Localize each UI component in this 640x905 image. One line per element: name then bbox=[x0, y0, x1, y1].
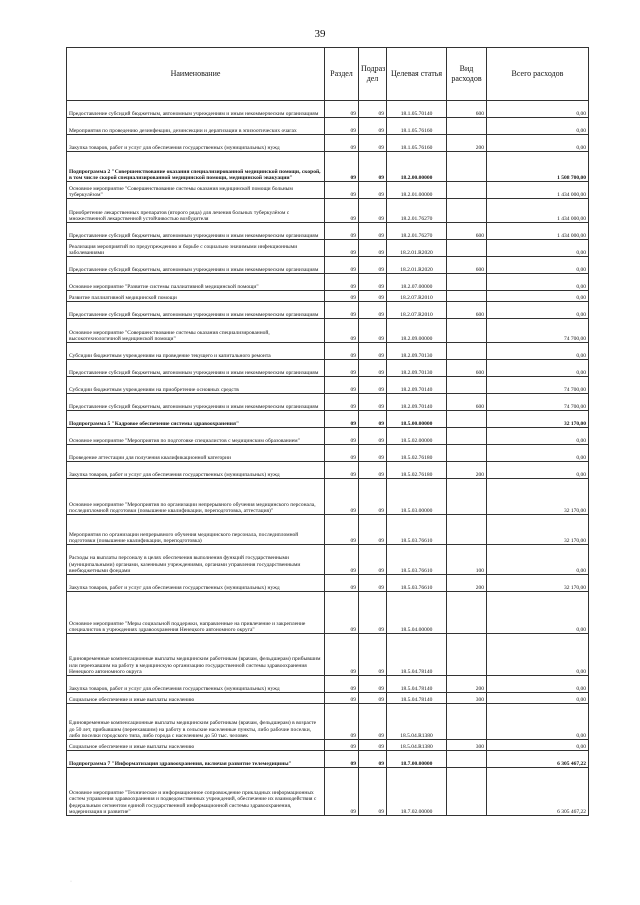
row-name: Подпрограмма 7 "Информатизация здравоохранения, включая развитие телемедицины" bbox=[67, 751, 325, 768]
row-target-item: 18.5.02.76180 bbox=[387, 462, 447, 479]
row-target-item: 18.2.00.00000 bbox=[387, 152, 447, 182]
row-expense-type: 600 bbox=[447, 223, 487, 240]
row-total: 0,00 bbox=[487, 101, 589, 118]
row-section: 09 bbox=[325, 135, 359, 152]
row-total: 0,00 bbox=[487, 240, 589, 257]
row-subsection: 09 bbox=[359, 545, 387, 575]
row-total: 0,00 bbox=[487, 545, 589, 575]
row-name: Мероприятия по организации непрерывного обучения медицинского персонала, последипломной подготовки (повышение квалификации, переподготовка) bbox=[67, 515, 325, 545]
row-subsection: 09 bbox=[359, 101, 387, 118]
row-total: 1 508 700,00 bbox=[487, 152, 589, 182]
expenditure-table bbox=[66, 47, 589, 816]
header-expense-type: Вид расходов bbox=[447, 48, 487, 101]
row-target-item: 18.1.05.76160 bbox=[387, 135, 447, 152]
row-target-item: 18.2.09.70140 bbox=[387, 394, 447, 411]
table-row bbox=[67, 693, 589, 704]
table-row bbox=[67, 411, 589, 428]
row-expense-type bbox=[447, 479, 487, 515]
row-section: 09 bbox=[325, 545, 359, 575]
row-subsection: 09 bbox=[359, 360, 387, 377]
row-expense-type: 300 bbox=[447, 740, 487, 751]
row-expense-type bbox=[447, 291, 487, 302]
row-total: 0,00 bbox=[487, 360, 589, 377]
table-row bbox=[67, 515, 589, 545]
row-name: Расходы на выплаты персоналу в целях обеспечения выполнения функций государственными (муниципальными) органами, казенными учреждениями, органами управления государственными внебюджетными фондами bbox=[67, 545, 325, 575]
row-expense-type bbox=[447, 377, 487, 394]
row-subsection: 09 bbox=[359, 257, 387, 274]
row-expense-type bbox=[447, 199, 487, 223]
row-section: 09 bbox=[325, 274, 359, 291]
row-expense-type: 200 bbox=[447, 575, 487, 592]
row-expense-type: 600 bbox=[447, 101, 487, 118]
table-row bbox=[67, 575, 589, 592]
row-subsection: 09 bbox=[359, 182, 387, 199]
table-row bbox=[67, 291, 589, 302]
row-section: 09 bbox=[325, 343, 359, 360]
row-target-item: 18.2.09.70130 bbox=[387, 343, 447, 360]
row-section: 09 bbox=[325, 428, 359, 445]
row-section: 09 bbox=[325, 152, 359, 182]
table-row bbox=[67, 319, 589, 343]
table-row bbox=[67, 101, 589, 118]
table-row bbox=[67, 360, 589, 377]
row-section: 09 bbox=[325, 479, 359, 515]
row-target-item: 18.5.03.76610 bbox=[387, 545, 447, 575]
row-expense-type bbox=[447, 274, 487, 291]
row-total: 0,00 bbox=[487, 343, 589, 360]
row-name: Основное мероприятие "Техническое и информационное сопровождение прикладных информационных систем управления здравоохранения и подведомственных учреждений, обеспечение их взаимодействия с федеральным сегментом единой государственной информационной системы здравоохранения, модернизация и развитие" bbox=[67, 768, 325, 816]
table-body bbox=[67, 101, 589, 816]
row-total: 1 434 000,00 bbox=[487, 182, 589, 199]
row-expense-type: 600 bbox=[447, 360, 487, 377]
row-name: Основное мероприятие "Мероприятия по подготовке специалистов с медицинским образованием" bbox=[67, 428, 325, 445]
row-total: 1 434 000,00 bbox=[487, 223, 589, 240]
row-total: 0,00 bbox=[487, 462, 589, 479]
row-total: 0,00 bbox=[487, 302, 589, 319]
row-subsection: 09 bbox=[359, 634, 387, 676]
row-subsection: 09 bbox=[359, 704, 387, 740]
table-row bbox=[67, 428, 589, 445]
row-target-item: 18.5.04.R1380 bbox=[387, 704, 447, 740]
row-total: 74 700,00 bbox=[487, 319, 589, 343]
row-total: 0,00 bbox=[487, 445, 589, 462]
row-name: Предоставление субсидий бюджетным, автономным учреждениям и иным некоммерческим организациям bbox=[67, 223, 325, 240]
table-row bbox=[67, 182, 589, 199]
row-expense-type bbox=[447, 445, 487, 462]
row-subsection: 09 bbox=[359, 479, 387, 515]
row-total: 0,00 bbox=[487, 740, 589, 751]
row-expense-type bbox=[447, 704, 487, 740]
row-subsection: 09 bbox=[359, 274, 387, 291]
row-target-item: 18.5.04.78140 bbox=[387, 676, 447, 693]
row-total: 0,00 bbox=[487, 291, 589, 302]
row-subsection: 09 bbox=[359, 515, 387, 545]
row-expense-type bbox=[447, 515, 487, 545]
table-row bbox=[67, 302, 589, 319]
row-expense-type: 300 bbox=[447, 693, 487, 704]
row-section: 09 bbox=[325, 302, 359, 319]
row-section: 09 bbox=[325, 740, 359, 751]
row-expense-type: 600 bbox=[447, 302, 487, 319]
row-total: 0,00 bbox=[487, 274, 589, 291]
table-row bbox=[67, 704, 589, 740]
row-total: 0,00 bbox=[487, 676, 589, 693]
row-section: 09 bbox=[325, 515, 359, 545]
row-target-item: 18.2.01.00000 bbox=[387, 182, 447, 199]
table-row bbox=[67, 199, 589, 223]
table-row bbox=[67, 394, 589, 411]
row-section: 09 bbox=[325, 411, 359, 428]
row-subsection: 09 bbox=[359, 462, 387, 479]
row-target-item: 18.2.09.70130 bbox=[387, 360, 447, 377]
row-expense-type: 200 bbox=[447, 676, 487, 693]
row-subsection: 09 bbox=[359, 693, 387, 704]
table-row bbox=[67, 257, 589, 274]
row-expense-type bbox=[447, 428, 487, 445]
table-row bbox=[67, 676, 589, 693]
row-name: Подпрограмма 2 "Совершенствование оказания специализированной медицинской помощи, скорой, в том числе скорой специализированной медицинской помощи, медицинской эвакуации" bbox=[67, 152, 325, 182]
row-name: Мероприятия по проведению дезинфекции, дезинсекции и дератизации в эпизоотических очагах bbox=[67, 118, 325, 135]
row-expense-type bbox=[447, 411, 487, 428]
row-target-item: 18.2.01.76270 bbox=[387, 199, 447, 223]
row-section: 09 bbox=[325, 182, 359, 199]
table-row bbox=[67, 462, 589, 479]
row-section: 09 bbox=[325, 704, 359, 740]
table-row bbox=[67, 740, 589, 751]
table-row bbox=[67, 223, 589, 240]
row-target-item: 18.2.01.76270 bbox=[387, 223, 447, 240]
header-target-item: Целевая статья bbox=[387, 48, 447, 101]
row-total: 74 700,00 bbox=[487, 394, 589, 411]
row-expense-type bbox=[447, 118, 487, 135]
row-target-item: 18.5.04.R1380 bbox=[387, 740, 447, 751]
row-target-item: 18.7.00.00000 bbox=[387, 751, 447, 768]
row-target-item: 18.5.04.00000 bbox=[387, 592, 447, 634]
row-total: 0,00 bbox=[487, 693, 589, 704]
row-section: 09 bbox=[325, 575, 359, 592]
row-total: 74 700,00 bbox=[487, 377, 589, 394]
row-expense-type bbox=[447, 343, 487, 360]
row-subsection: 09 bbox=[359, 676, 387, 693]
table-row bbox=[67, 751, 589, 768]
row-section: 09 bbox=[325, 445, 359, 462]
row-section: 09 bbox=[325, 676, 359, 693]
row-name: Единовременные компенсационные выплаты медицинским работникам (врачам, фельдшерам) в возрасте до 50 лет, прибывшим (переехавшим) на работу в сельские населенные пункты, либо рабочие поселки, либо поселки городского типа, либо города с населением до 50 тыс. человек bbox=[67, 704, 325, 740]
row-name: Развитие паллиативной медицинской помощи bbox=[67, 291, 325, 302]
table-row bbox=[67, 135, 589, 152]
row-name: Основное мероприятие "Совершенствование системы оказания специализированной, высокотехнологичной медицинской помощи" bbox=[67, 319, 325, 343]
row-subsection: 09 bbox=[359, 768, 387, 816]
row-subsection: 09 bbox=[359, 394, 387, 411]
row-subsection: 09 bbox=[359, 740, 387, 751]
row-subsection: 09 bbox=[359, 291, 387, 302]
row-section: 09 bbox=[325, 768, 359, 816]
row-subsection: 09 bbox=[359, 302, 387, 319]
row-subsection: 09 bbox=[359, 343, 387, 360]
row-name: Закупка товаров, работ и услуг для обеспечения государственных (муниципальных) нужд bbox=[67, 462, 325, 479]
table-row bbox=[67, 240, 589, 257]
row-target-item: 18.1.05.70140 bbox=[387, 101, 447, 118]
row-name: Предоставление субсидий бюджетным, автономным учреждениям и иным некоммерческим организациям bbox=[67, 101, 325, 118]
table-row bbox=[67, 479, 589, 515]
header-subsection: Подраз дел bbox=[359, 48, 387, 101]
table-row bbox=[67, 445, 589, 462]
row-subsection: 09 bbox=[359, 428, 387, 445]
table-row bbox=[67, 592, 589, 634]
table-row bbox=[67, 118, 589, 135]
row-total: 0,00 bbox=[487, 634, 589, 676]
row-name: Предоставление субсидий бюджетным, автономным учреждениям и иным некоммерческим организациям bbox=[67, 394, 325, 411]
row-name: Предоставление субсидий бюджетным, автономным учреждениям и иным некоммерческим организациям bbox=[67, 257, 325, 274]
row-section: 09 bbox=[325, 118, 359, 135]
row-total: 0,00 bbox=[487, 118, 589, 135]
row-section: 09 bbox=[325, 319, 359, 343]
row-expense-type bbox=[447, 592, 487, 634]
row-section: 09 bbox=[325, 394, 359, 411]
row-expense-type bbox=[447, 768, 487, 816]
row-target-item: 18.5.00.00000 bbox=[387, 411, 447, 428]
table-header-row bbox=[67, 48, 589, 101]
row-name: Закупка товаров, работ и услуг для обеспечения государственных (муниципальных) нужд bbox=[67, 575, 325, 592]
row-target-item: 18.5.04.78140 bbox=[387, 634, 447, 676]
row-name: Реализация мероприятий по предупреждению и борьбе с социально значимыми инфекционными заболеваниями bbox=[67, 240, 325, 257]
header-section: Раздел bbox=[325, 48, 359, 101]
row-total: 0,00 bbox=[487, 428, 589, 445]
row-total: 0,00 bbox=[487, 592, 589, 634]
row-target-item: 18.5.03.00000 bbox=[387, 479, 447, 515]
row-subsection: 09 bbox=[359, 152, 387, 182]
row-target-item: 18.5.04.78140 bbox=[387, 693, 447, 704]
row-section: 09 bbox=[325, 751, 359, 768]
row-subsection: 09 bbox=[359, 240, 387, 257]
row-subsection: 09 bbox=[359, 751, 387, 768]
row-target-item: 18.2.01.R2020 bbox=[387, 257, 447, 274]
page-number: 39 bbox=[314, 28, 326, 40]
row-expense-type bbox=[447, 152, 487, 182]
row-target-item: 18.2.09.00000 bbox=[387, 319, 447, 343]
row-total: 1 434 000,00 bbox=[487, 199, 589, 223]
row-expense-type bbox=[447, 240, 487, 257]
row-subsection: 09 bbox=[359, 377, 387, 394]
row-total: 6 305 467,22 bbox=[487, 768, 589, 816]
row-target-item: 18.1.05.76160 bbox=[387, 118, 447, 135]
row-name: Субсидии бюджетным учреждениям на проведение текущего и капитального ремонта bbox=[67, 343, 325, 360]
table-row bbox=[67, 768, 589, 816]
table-row bbox=[67, 545, 589, 575]
row-subsection: 09 bbox=[359, 118, 387, 135]
row-subsection: 09 bbox=[359, 411, 387, 428]
row-expense-type: 200 bbox=[447, 135, 487, 152]
table-row bbox=[67, 634, 589, 676]
row-expense-type: 100 bbox=[447, 545, 487, 575]
row-name: Основное мероприятие "Мероприятия по организации непрерывного обучения медицинского персонала, последипломной подготовки (повышение квалификации, переподготовка, аттестация)" bbox=[67, 479, 325, 515]
row-name: Подпрограмма 5 "Кадровое обеспечение системы здравоохранения" bbox=[67, 411, 325, 428]
row-name: Предоставление субсидий бюджетным, автономным учреждениям и иным некоммерческим организациям bbox=[67, 360, 325, 377]
row-expense-type bbox=[447, 319, 487, 343]
row-name: Основное мероприятие "Меры социальной поддержки, направленные на привлечение и закрепление специалистов в учреждениях здравоохранения Ненецкого автономного округа" bbox=[67, 592, 325, 634]
row-name: Социальное обеспечение и иные выплаты населению bbox=[67, 693, 325, 704]
row-section: 09 bbox=[325, 693, 359, 704]
row-name: Основное мероприятие "Развитие системы паллиативной медицинской помощи" bbox=[67, 274, 325, 291]
row-total: 32 170,00 bbox=[487, 515, 589, 545]
row-section: 09 bbox=[325, 223, 359, 240]
row-section: 09 bbox=[325, 199, 359, 223]
scan-artifact: · bbox=[70, 879, 72, 885]
row-name: Социальное обеспечение и иные выплаты населению bbox=[67, 740, 325, 751]
row-name: Основное мероприятие "Совершенствование системы оказания медицинской помощи больным туберкулёзом" bbox=[67, 182, 325, 199]
row-subsection: 09 bbox=[359, 199, 387, 223]
row-name: Единовременные компенсационные выплаты медицинским работникам (врачам, фельдшерам) прибывшим или переехавшим на работу в медицинскую организацию государственной системы здравоохранения Ненецкого автономного округа bbox=[67, 634, 325, 676]
row-name: Закупка товаров, работ и услуг для обеспечения государственных (муниципальных) нужд bbox=[67, 676, 325, 693]
row-expense-type: 600 bbox=[447, 257, 487, 274]
row-target-item: 18.2.07.00000 bbox=[387, 274, 447, 291]
row-subsection: 09 bbox=[359, 319, 387, 343]
row-subsection: 09 bbox=[359, 135, 387, 152]
row-total: 32 170,00 bbox=[487, 411, 589, 428]
table-row bbox=[67, 152, 589, 182]
row-subsection: 09 bbox=[359, 445, 387, 462]
row-target-item: 18.5.03.76610 bbox=[387, 515, 447, 545]
row-section: 09 bbox=[325, 257, 359, 274]
row-total: 0,00 bbox=[487, 135, 589, 152]
row-total: 6 305 467,22 bbox=[487, 751, 589, 768]
row-target-item: 18.2.01.R2020 bbox=[387, 240, 447, 257]
row-name: Субсидии бюджетным учреждениям на приобретение основных средств bbox=[67, 377, 325, 394]
row-section: 09 bbox=[325, 291, 359, 302]
row-target-item: 18.7.02.00000 bbox=[387, 768, 447, 816]
row-total: 32 170,00 bbox=[487, 575, 589, 592]
row-target-item: 18.5.02.00000 bbox=[387, 428, 447, 445]
table-row bbox=[67, 343, 589, 360]
row-expense-type bbox=[447, 751, 487, 768]
table-row bbox=[67, 274, 589, 291]
row-name: Предоставление субсидий бюджетным, автономным учреждениям и иным некоммерческим организациям bbox=[67, 302, 325, 319]
row-expense-type bbox=[447, 634, 487, 676]
row-section: 09 bbox=[325, 462, 359, 479]
row-section: 09 bbox=[325, 592, 359, 634]
row-total: 32 170,00 bbox=[487, 479, 589, 515]
row-target-item: 18.2.07.R2010 bbox=[387, 302, 447, 319]
row-total: 0,00 bbox=[487, 704, 589, 740]
row-target-item: 18.5.02.76180 bbox=[387, 445, 447, 462]
row-name: Проведение аттестации для получения квалификационной категории bbox=[67, 445, 325, 462]
row-section: 09 bbox=[325, 377, 359, 394]
row-target-item: 18.2.07.R2010 bbox=[387, 291, 447, 302]
row-name: Закупка товаров, работ и услуг для обеспечения государственных (муниципальных) нужд bbox=[67, 135, 325, 152]
row-target-item: 18.2.09.70140 bbox=[387, 377, 447, 394]
row-subsection: 09 bbox=[359, 223, 387, 240]
row-section: 09 bbox=[325, 360, 359, 377]
row-target-item: 18.5.03.76610 bbox=[387, 575, 447, 592]
table-row bbox=[67, 377, 589, 394]
row-section: 09 bbox=[325, 101, 359, 118]
row-expense-type: 600 bbox=[447, 394, 487, 411]
row-section: 09 bbox=[325, 240, 359, 257]
header-total: Всего расходов bbox=[487, 48, 589, 101]
row-expense-type: 200 bbox=[447, 462, 487, 479]
row-section: 09 bbox=[325, 634, 359, 676]
row-expense-type bbox=[447, 182, 487, 199]
row-subsection: 09 bbox=[359, 592, 387, 634]
row-subsection: 09 bbox=[359, 575, 387, 592]
row-name: Приобретение лекарственных препаратов (второго ряда) для лечения больных туберкулёзом с множественной лекарственной устойчивостью возбудителя bbox=[67, 199, 325, 223]
header-name: Наименование bbox=[67, 48, 325, 101]
row-total: 0,00 bbox=[487, 257, 589, 274]
